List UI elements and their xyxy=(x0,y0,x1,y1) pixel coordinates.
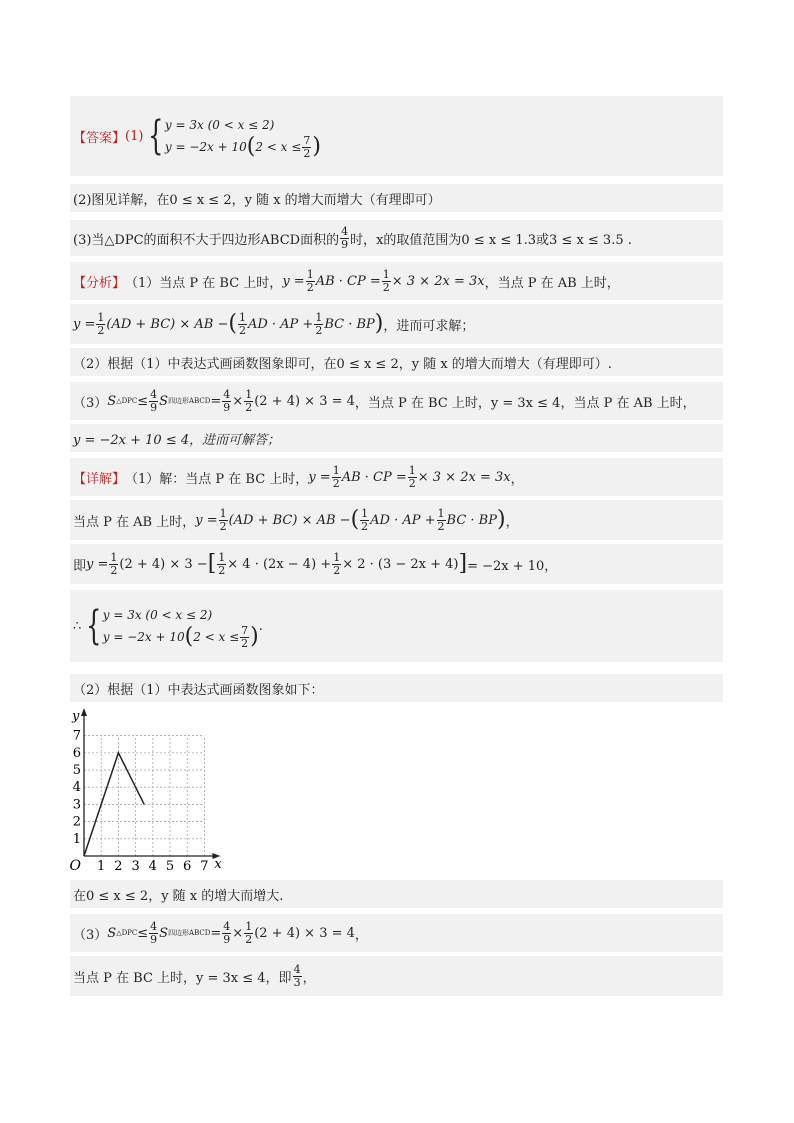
y-tick-label: 3 xyxy=(72,797,81,813)
y-tick-label: 4 xyxy=(72,780,81,796)
y-tick-label: 5 xyxy=(72,763,81,778)
analysis-line-5: y = −2x + 10 ≤ 4，进而可解答； xyxy=(70,424,723,452)
detail-line-2: 当点 P 在 AB 上时， y = $\frac{1}{2}$ (AD + BC) × AB − ( $\frac{1}{2}$ AD · AP + $\frac{1}{2}$ BC · BP ) ， xyxy=(70,500,723,540)
y-tick-label: 6 xyxy=(72,745,81,761)
answer-tag: 【答案】 xyxy=(73,130,126,146)
detail-line-7: （3） S △DPC ≤ $\frac{4}{9}$ S 四边形ABCD = $\frac{4}{9}$ × $\frac{1}{2}$ (2 + 4) × 3 = 4 ， xyxy=(70,914,723,952)
y-axis-arrow xyxy=(81,708,87,716)
answer-part1-label: (1) xyxy=(125,128,144,144)
analysis-line-3: （2）根据（1）中表达式画函数图象即可，在0 ≤ x ≤ 2，y 随 x 的增大而增大（有理即可）. xyxy=(70,348,723,376)
detail-line-8: 当点 P 在 BC 上时，y = 3x ≤ 4，即 $\frac{4}{3}$ ， xyxy=(70,956,723,996)
analysis-line-2: y = $\frac{1}{2}$ (AD + BC) × AB − ( $\frac{1}{2}$ AD · AP + $\frac{1}{2}$ BC · BP ) ，进而可求解； xyxy=(70,304,723,344)
system-brace: { xyxy=(148,113,164,159)
analysis-line-1: 【分析】 （1）当点 P 在 BC 上时， y = $\frac{1}{2}$ AB · CP = $\frac{1}{2}$ × 3 × 2x = 3x ，当点 P 在 AB 上时， xyxy=(70,262,723,300)
y-tick-label: 1 xyxy=(72,831,81,847)
detail-line-5: （2）根据（1）中表达式画函数图象如下： xyxy=(70,674,723,702)
detail-line-6: 在0 ≤ x ≤ 2，y 随 x 的增大而增大. xyxy=(70,880,723,908)
y-axis-label: y xyxy=(72,709,80,724)
x-tick-label: 6 xyxy=(183,859,192,874)
function-graph xyxy=(70,708,221,872)
x-tick-label: 4 xyxy=(148,859,157,874)
x-tick-label: 1 xyxy=(97,859,106,874)
detail-line-3: 即 y = $\frac{1}{2}$ (2 + 4) × 3 − [ $\frac{1}{2}$ × 4 · (2x − 4) + $\frac{1}{2}$ × 2 · (3 − 2x + 4) ] = −2x + 10， xyxy=(70,544,723,584)
y-tick-label: 2 xyxy=(72,814,81,830)
answer-part2: (2)图见详解，在0 ≤ x ≤ 2，y 随 x 的增大而增大（有理即可） xyxy=(70,184,723,212)
x-tick-label: 3 xyxy=(131,859,140,874)
x-tick-label: 7 xyxy=(200,859,209,874)
system-row-1: y = 3x (0 < x ≤ 2) xyxy=(164,118,275,132)
x-tick-label: 2 xyxy=(114,859,123,874)
answer-system xyxy=(165,114,321,158)
origin-label: O xyxy=(69,858,81,874)
system-row-2: y = −2x + 10 ( 2 < x ≤ $\frac{7}{2}$ ) xyxy=(164,133,321,160)
graph-svg xyxy=(70,708,221,872)
y-tick-label: 7 xyxy=(72,728,81,744)
analysis-line-4: （3） S △DPC ≤ $\frac{4}{9}$ S 四边形ABCD = $\frac{4}{9}$ × $\frac{1}{2}$ (2 + 4) × 3 = 4 ，当点 P 在 BC 上时，y = 3x ≤ 4，当点 P 在 AB 上时， xyxy=(70,382,723,420)
x-axis-label: x xyxy=(214,857,222,872)
x-tick-label: 5 xyxy=(165,859,175,874)
detail-system: y = 3x (0 < x ≤ 2) y = −2x + 10 ( 2 < x ≤ $\frac{7}{2}$ ) xyxy=(102,608,259,650)
answer-part3: (3)当△DPC的面积不大于四边形ABCD面积的 $\frac{4}{9}$ 时，x的取值范围为0 ≤ x ≤ 1.3或3 ≤ x ≤ 3.5 . xyxy=(70,220,723,256)
answer-block xyxy=(70,96,723,176)
detail-tag: 【详解】 xyxy=(73,471,126,487)
detail-line-1: 【详解】 （1）解：当点 P 在 BC 上时， y = $\frac{1}{2}$ AB · CP = $\frac{1}{2}$ × 3 × 2x = 3x ， xyxy=(70,458,723,496)
analysis-tag: 【分析】 xyxy=(73,275,126,291)
detail-line-4: ∴ { y = 3x (0 < x ≤ 2) y = −2x + 10 ( 2 < x ≤ $\frac{7}{2}$ ) . xyxy=(70,590,723,662)
